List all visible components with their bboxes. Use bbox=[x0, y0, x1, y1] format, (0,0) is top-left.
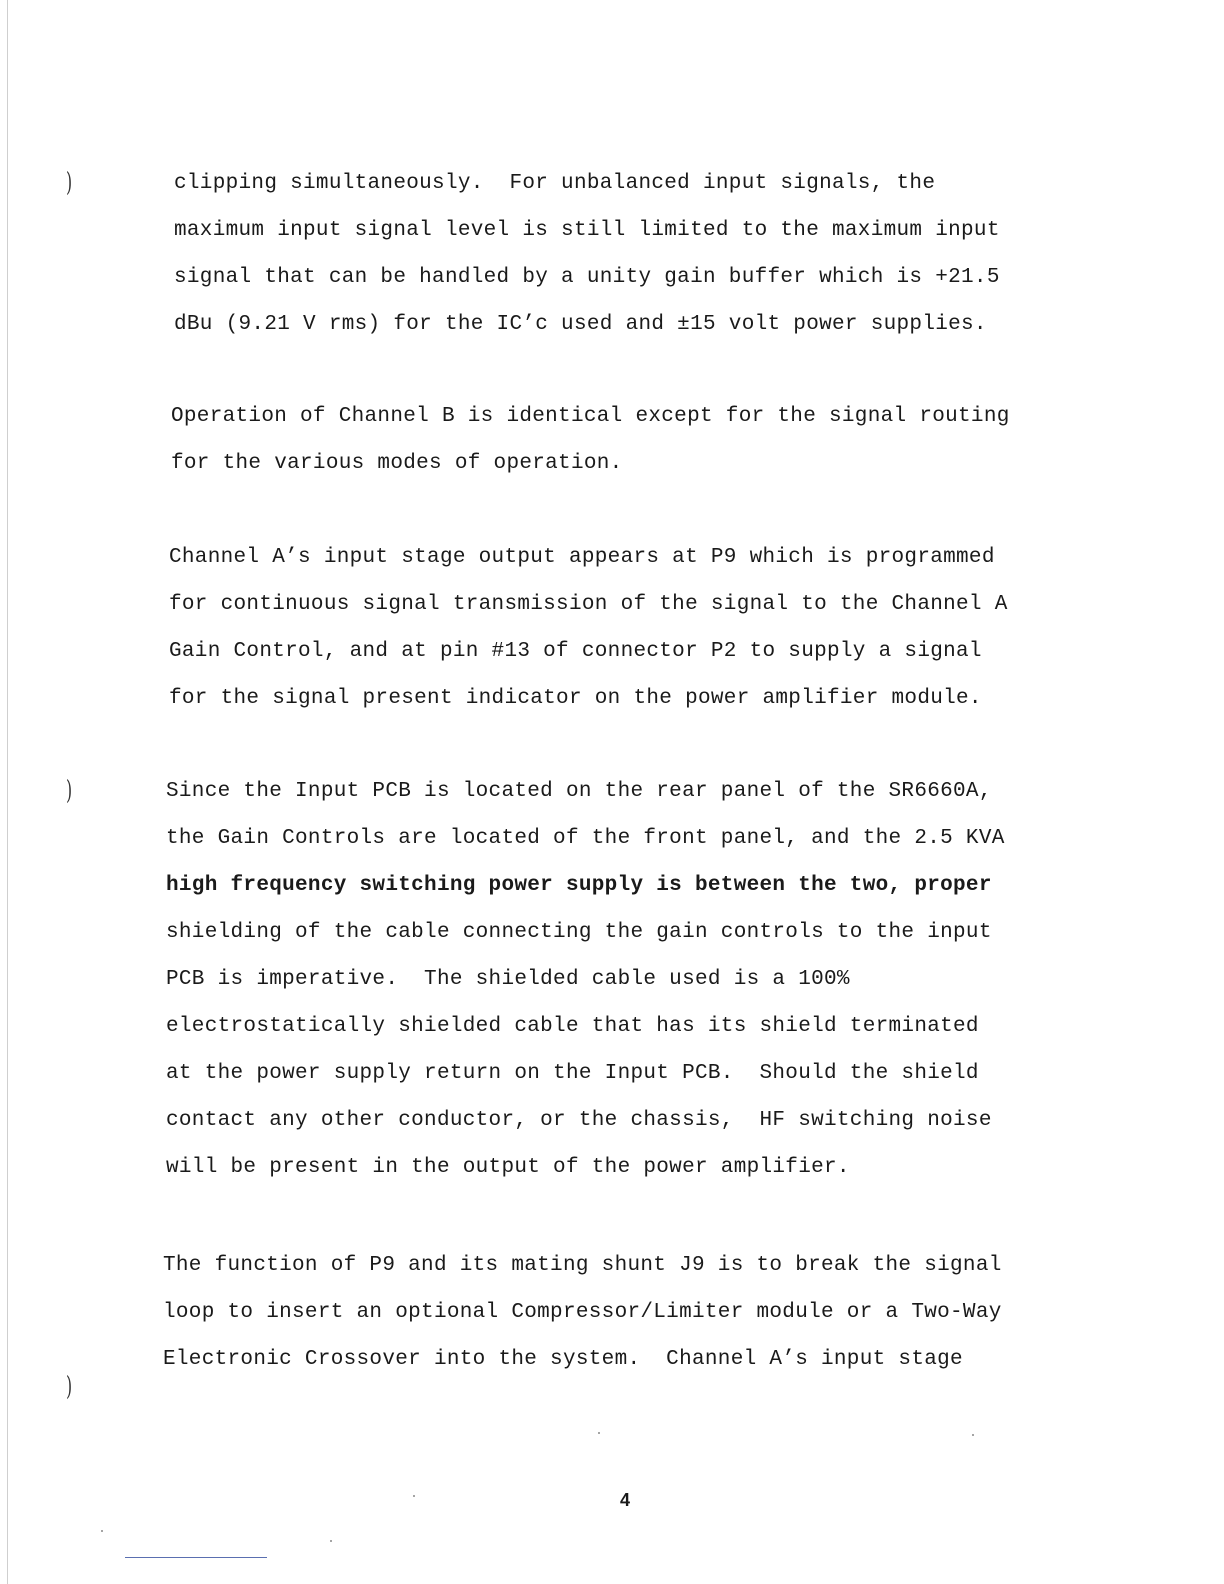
text-line: Electronic Crossover into the system. Channel A’s input stage bbox=[163, 1348, 963, 1371]
text-line: Since the Input PCB is located on the rear panel of the SR6660A, bbox=[166, 780, 992, 803]
paragraph-p9-function bbox=[163, 1242, 1123, 1383]
paragraph-channel-b bbox=[171, 393, 1131, 487]
binding-hole-mark: ) bbox=[66, 776, 73, 806]
text-line: Channel A’s input stage output appears at P9 which is programmed bbox=[169, 546, 995, 569]
page-number: 4 bbox=[620, 1490, 631, 1510]
text-line: loop to insert an optional Compressor/Limiter module or a Two-Way bbox=[163, 1301, 1002, 1324]
text-line: signal that can be handled by a unity gain buffer which is +21.5 bbox=[174, 266, 1000, 289]
text-line: will be present in the output of the power amplifier. bbox=[166, 1156, 850, 1179]
left-margin-line bbox=[7, 0, 8, 1584]
binding-hole-mark: ) bbox=[66, 168, 73, 198]
scan-speck bbox=[330, 1540, 332, 1542]
scan-speck bbox=[101, 1530, 103, 1532]
text-line: clipping simultaneously. For unbalanced input signals, the bbox=[174, 172, 936, 195]
footnote-rule bbox=[125, 1557, 267, 1558]
scan-speck bbox=[413, 1495, 415, 1497]
text-line: dBu (9.21 V rms) for the IC’c used and ±15 volt power supplies. bbox=[174, 313, 987, 336]
text-line: maximum input signal level is still limited to the maximum input bbox=[174, 219, 1000, 242]
binding-hole-mark: ) bbox=[66, 1372, 73, 1402]
text-line: electrostatically shielded cable that has its shield terminated bbox=[166, 1015, 979, 1038]
text-line: PCB is imperative. The shielded cable used is a 100% bbox=[166, 968, 850, 991]
text-line: for continuous signal transmission of the signal to the Channel A bbox=[169, 593, 1008, 616]
text-line: shielding of the cable connecting the gain controls to the input bbox=[166, 921, 992, 944]
text-line: for the various modes of operation. bbox=[171, 452, 623, 475]
text-line: contact any other conductor, or the chassis, HF switching noise bbox=[166, 1109, 992, 1132]
text-line: Gain Control, and at pin #13 of connector P2 to supply a signal bbox=[169, 640, 982, 663]
paragraph-input-limits bbox=[174, 160, 1134, 348]
text-line: Operation of Channel B is identical except for the signal routing bbox=[171, 405, 1010, 428]
scan-speck bbox=[972, 1434, 974, 1436]
text-line: the Gain Controls are located of the front panel, and the 2.5 KVA bbox=[166, 827, 1005, 850]
text-line: The function of P9 and its mating shunt J9 is to break the signal bbox=[163, 1254, 1002, 1277]
text-line: at the power supply return on the Input PCB. Should the shield bbox=[166, 1062, 979, 1085]
scan-speck bbox=[598, 1432, 600, 1434]
paragraph-channel-a-output bbox=[169, 534, 1129, 722]
text-line: for the signal present indicator on the power amplifier module. bbox=[169, 687, 982, 710]
text-line: high frequency switching power supply is between the two, proper bbox=[166, 874, 992, 897]
paragraph-shielding bbox=[166, 768, 1126, 1191]
